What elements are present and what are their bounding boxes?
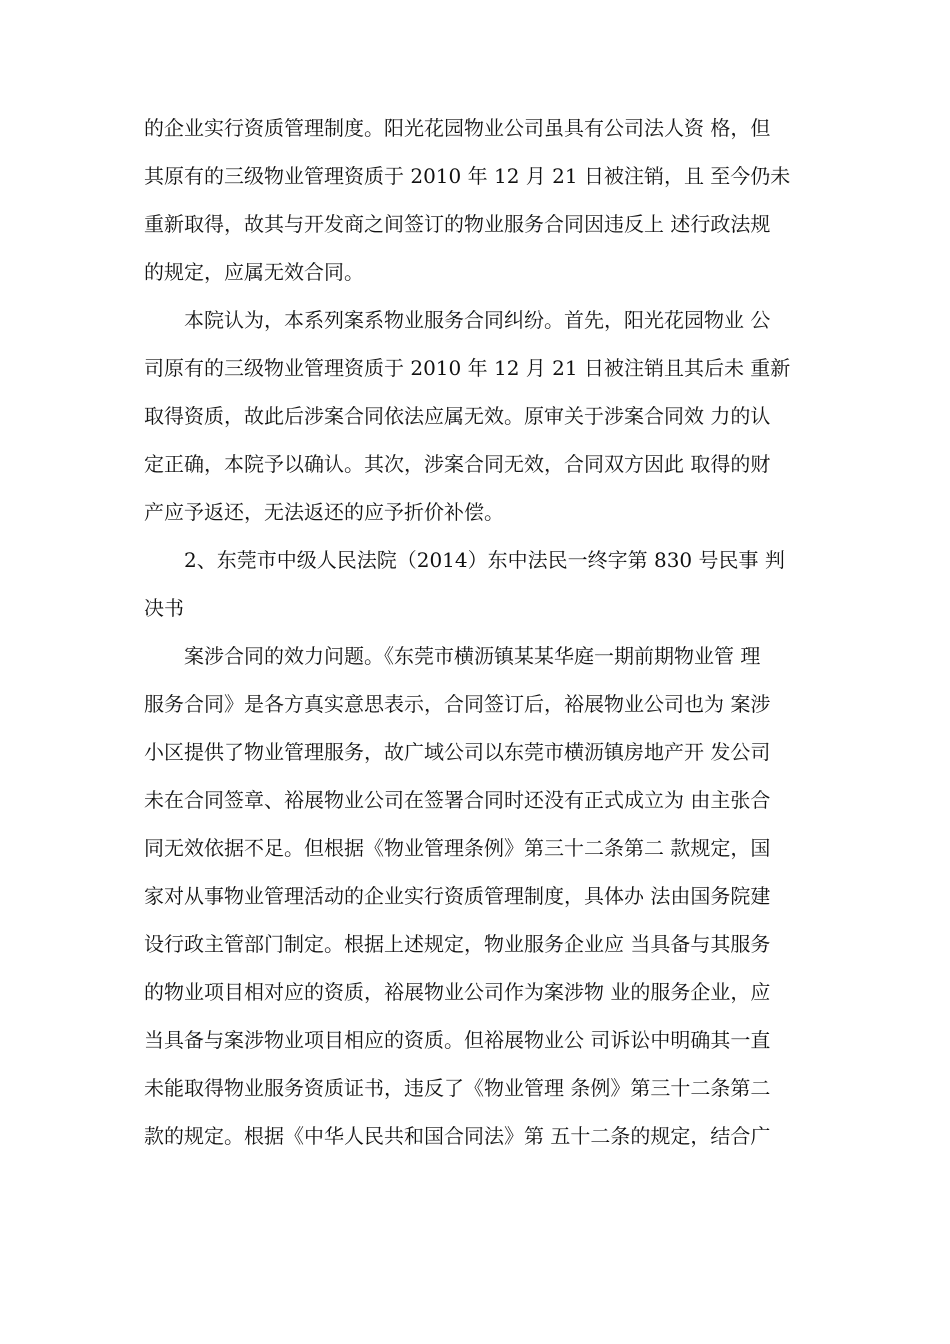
paragraph-line: 同无效依据不足。但根据《物业管理条例》第三十二条第二 款规定，国 bbox=[144, 836, 771, 860]
paragraph-line: 本院认为，本系列案系物业服务合同纠纷。首先，阳光花园物业 公 bbox=[184, 308, 771, 332]
paragraph-line: 未能取得物业服务资质证书，违反了《物业管理 条例》第三十二条第二 bbox=[144, 1076, 771, 1100]
paragraph-line: 小区提供了物业管理服务，故广域公司以东莞市横沥镇房地产开 发公司 bbox=[144, 740, 771, 764]
paragraph-line: 设行政主管部门制定。根据上述规定，物业服务企业应 当具备与其服务 bbox=[144, 932, 771, 956]
paragraph-line: 未在合同签章、裕展物业公司在签署合同时还没有正式成立为 由主张合 bbox=[144, 788, 771, 812]
paragraph-4 bbox=[144, 632, 824, 1160]
paragraph-line: 款的规定。根据《中华人民共和国合同法》第 五十二条的规定，结合广 bbox=[144, 1124, 771, 1148]
paragraph-line: 的企业实行资质管理制度。阳光花园物业公司虽具有公司法人资 格，但 bbox=[144, 116, 771, 140]
paragraph-line: 服务合同》是各方真实意思表示，合同签订后，裕展物业公司也为 案涉 bbox=[144, 692, 771, 716]
paragraph-line: 决书 bbox=[144, 596, 184, 620]
paragraph-line: 当具备与案涉物业项目相应的资质。但裕展物业公 司诉讼中明确其一直 bbox=[144, 1028, 771, 1052]
paragraph-line: 取得资质，故此后涉案合同依法应属无效。原审关于涉案合同效 力的认 bbox=[144, 404, 771, 428]
paragraph-line: 家对从事物业管理活动的企业实行资质管理制度，具体办 法由国务院建 bbox=[144, 884, 771, 908]
paragraph-line: 定正确，本院予以确认。其次，涉案合同无效，合同双方因此 取得的财 bbox=[144, 452, 771, 476]
paragraph-line: 司原有的三级物业管理资质于 2010 年 12 月 21 日被注销且其后未 重新 bbox=[144, 356, 791, 380]
paragraph-line: 重新取得，故其与开发商之间签订的物业服务合同因违反上 述行政法规 bbox=[144, 212, 771, 236]
paragraph-line: 2、东莞市中级人民法院（2014）东中法民一终字第 830 号民事 判 bbox=[184, 548, 785, 572]
paragraph-line: 的规定，应属无效合同。 bbox=[144, 260, 364, 284]
paragraph-2 bbox=[144, 296, 824, 536]
paragraph-line: 其原有的三级物业管理资质于 2010 年 12 月 21 日被注销，且 至今仍未 bbox=[144, 164, 791, 188]
paragraph-line: 产应予返还，无法返还的应予折价补偿。 bbox=[144, 500, 504, 524]
paragraph-line: 的物业项目相对应的资质，裕展物业公司作为案涉物 业的服务企业，应 bbox=[144, 980, 771, 1004]
paragraph-3 bbox=[144, 536, 824, 632]
document-body bbox=[144, 104, 824, 1160]
paragraph-1 bbox=[144, 104, 824, 296]
paragraph-line: 案涉合同的效力问题。《东莞市横沥镇某某华庭一期前期物业管 理 bbox=[184, 644, 761, 668]
